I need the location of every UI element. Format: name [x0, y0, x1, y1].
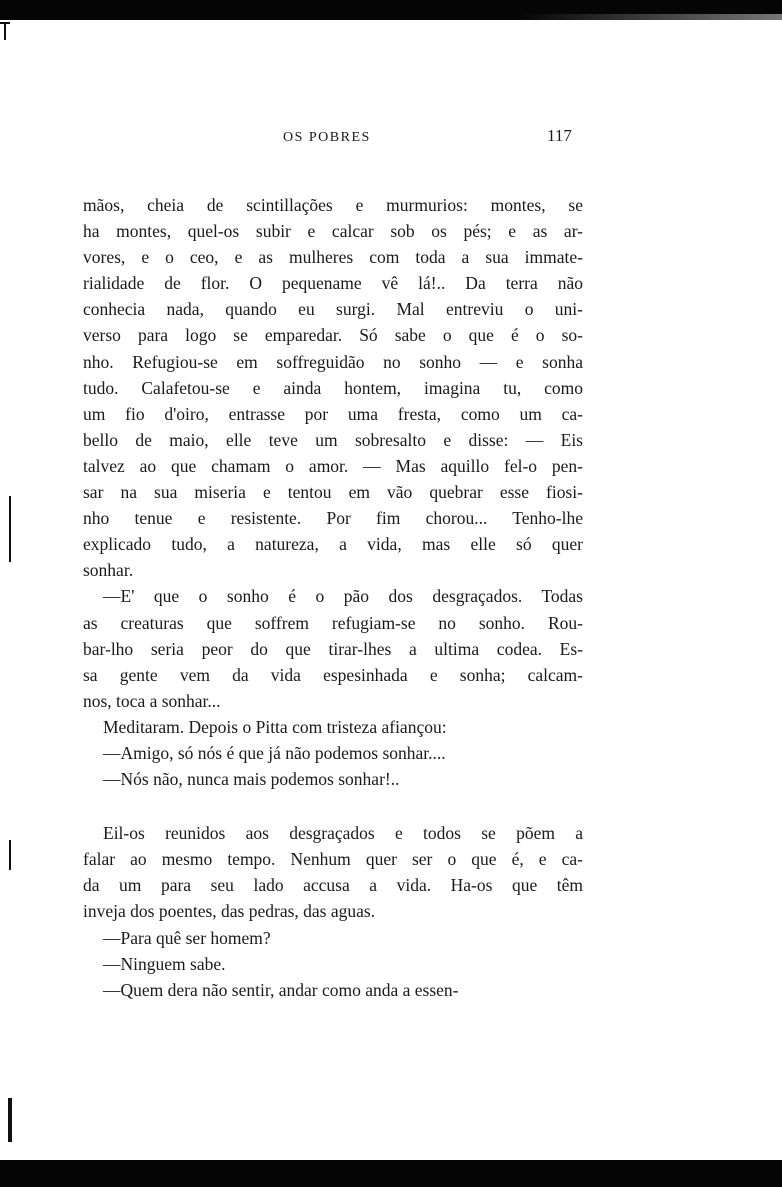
paragraph: [83, 951, 583, 977]
text-line: —Nós não, nunca mais podemos sonhar!..: [103, 769, 400, 790]
paragraph: [83, 820, 583, 924]
text-line: bar-lho seria peor do que tirar-lhes a ultima codea. Es-: [83, 638, 583, 659]
scan-margin-mark: [9, 496, 11, 562]
text-line: verso para logo se emparedar. Só sabe o que é o so-: [83, 325, 583, 346]
section-break: [83, 792, 583, 820]
text-line: —E' que o sonho é o pão dos desgraçados. Todas: [103, 586, 583, 607]
page-number: 117: [547, 126, 572, 145]
scan-bottom-border: [0, 1160, 782, 1187]
scan-corner-mark: [0, 22, 10, 42]
text-line: tudo. Calafetou-se e ainda hontem, imagina tu, como: [83, 377, 583, 398]
text-line: as creaturas que soffrem refugiam-se no sonho. Rou-: [83, 612, 583, 633]
text-line: conhecia nada, quando eu surgi. Mal entreviu o uni-: [83, 299, 583, 320]
scan-margin-mark: [9, 840, 11, 870]
text-line: explicado tudo, a natureza, a vida, mas elle só quer: [83, 534, 583, 555]
text-line: inveja dos poentes, das pedras, das aguas.: [83, 901, 376, 922]
text-line: falar ao mesmo tempo. Nenhum quer ser o que é, e ca-: [83, 849, 583, 870]
paragraph: [83, 583, 583, 713]
text-line: talvez ao que chamam o amor. — Mas aquillo fel-o pen-: [83, 455, 583, 476]
running-header: [0, 126, 782, 154]
text-line: sonhar.: [83, 560, 134, 581]
paragraph: [83, 977, 583, 1003]
paragraph: [83, 192, 583, 583]
text-line: mãos, cheia de scintillações e murmurios: montes, se: [83, 195, 583, 215]
paragraph: [83, 925, 583, 951]
text-line: nho tenue e resistente. Por fim chorou... Tenho-lhe: [83, 508, 583, 529]
text-line: Eil-os reunidos aos desgraçados e todos se põem a: [103, 823, 583, 844]
text-line: —Amigo, só nós é que já não podemos sonhar....: [103, 742, 446, 763]
text-line: Meditaram. Depois o Pitta com tristeza afiançou:: [103, 716, 447, 737]
text-line: bello de maio, elle teve um sobresalto e disse: — Eis: [83, 429, 583, 450]
text-line: da um para seu lado accusa a vida. Ha-os que têm: [83, 875, 583, 896]
text-line: um fio d'oiro, entrasse por uma fresta, como um ca-: [83, 403, 583, 424]
text-line: —Ninguem sabe.: [103, 953, 226, 974]
text-line: nho. Refugiou-se em soffreguidão no sonho — e sonha: [83, 351, 583, 372]
running-title: OS POBRES: [283, 130, 371, 145]
scan-top-border-fade: [520, 14, 782, 20]
scan-margin-mark: [8, 1098, 12, 1142]
text-line: nos, toca a sonhar...: [83, 690, 221, 711]
paragraph: [83, 766, 583, 792]
body-text: [83, 192, 583, 1003]
paragraph: [83, 740, 583, 766]
text-line: rialidade de flor. O pequename vê lá!.. Da terra não: [83, 273, 583, 294]
text-line: sa gente vem da vida espesinhada e sonha; calcam-: [83, 664, 583, 685]
text-line: —Para quê ser homem?: [103, 927, 271, 948]
text-line: vores, e o ceo, e as mulheres com toda a sua immate-: [83, 247, 583, 268]
text-line: sar na sua miseria e tentou em vão quebrar esse fiosi-: [83, 482, 583, 503]
paragraph: [83, 714, 583, 740]
text-line: ha montes, quel-os subir e calcar sob os pés; e as ar-: [83, 221, 583, 242]
text-line: —Quem dera não sentir, andar como anda a essen-: [103, 979, 459, 1000]
